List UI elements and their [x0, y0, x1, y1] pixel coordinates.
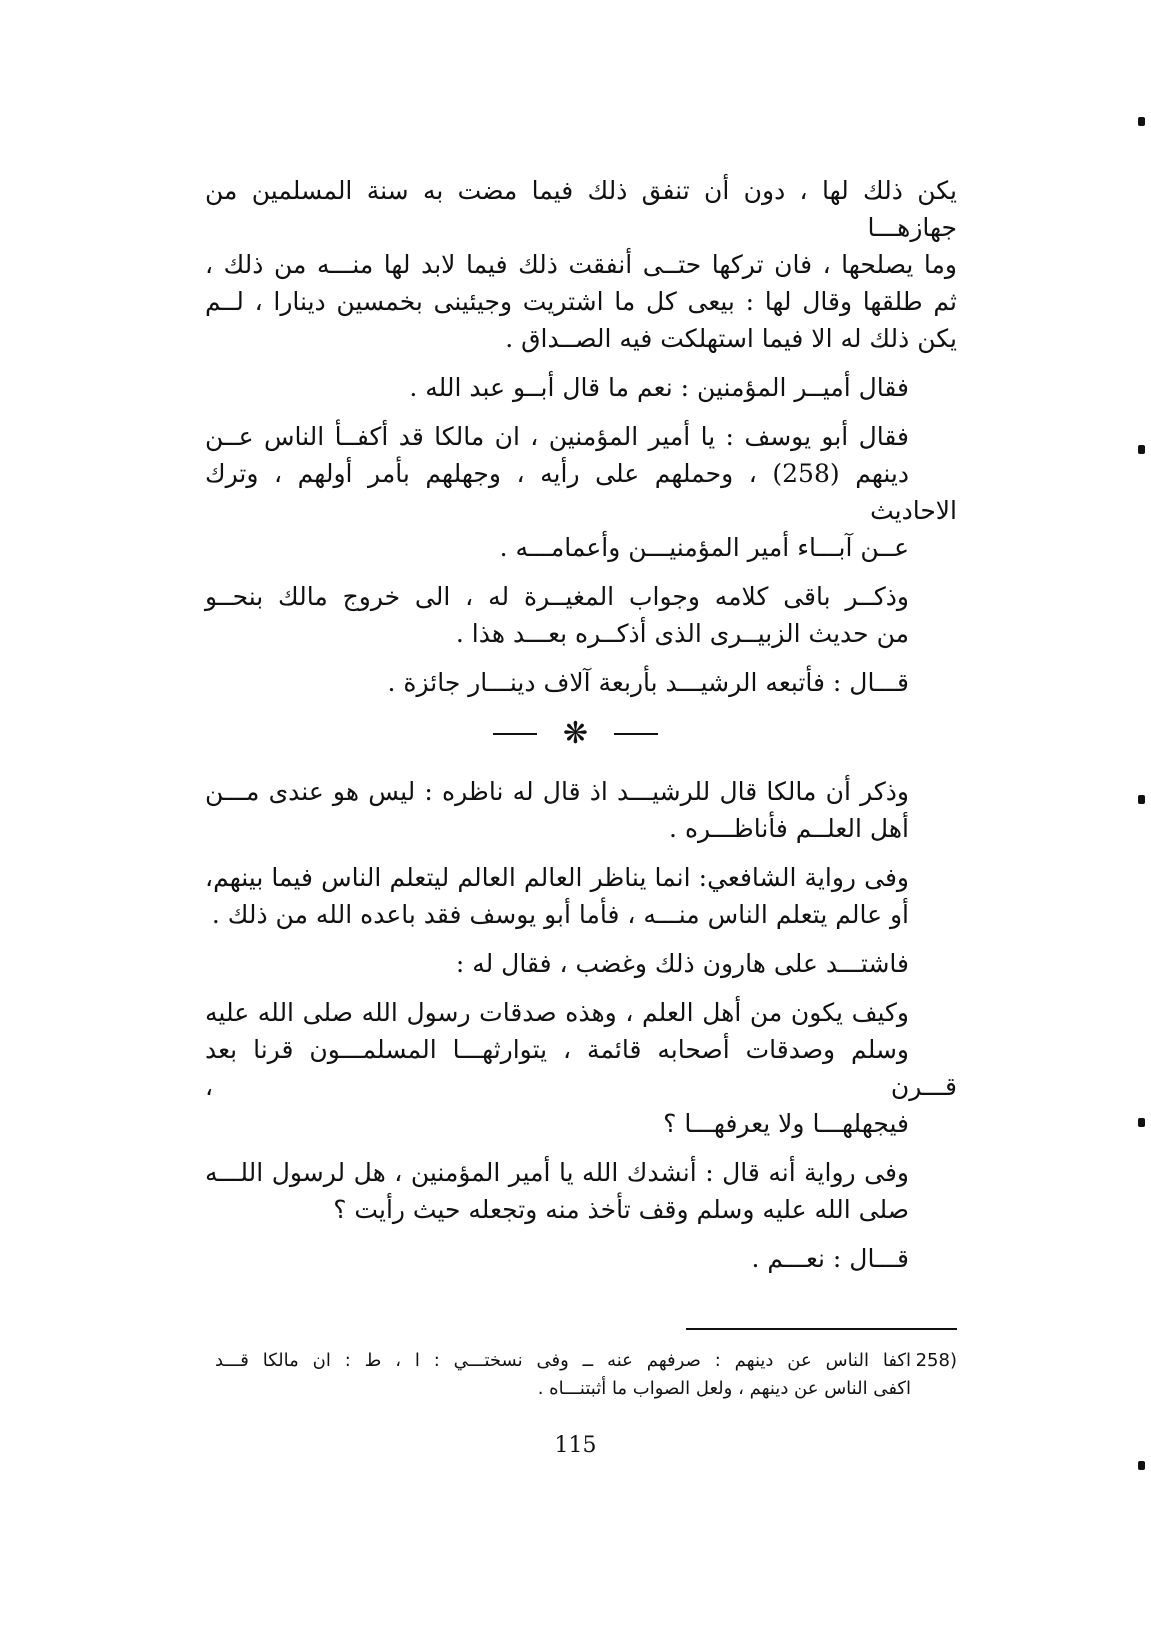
paragraph — [205, 773, 957, 847]
text-line: قـــال : نعـــم . — [751, 1244, 909, 1273]
text-line: من حديث الزبيــرى الذى أذكــره بعـــد هذا . — [455, 619, 909, 648]
text-line: عــن آبـــاء أمير المؤمنيـــن وأعمامـــه . — [499, 533, 909, 562]
scan-edge-mark — [1138, 795, 1145, 804]
footnote-number: (258 — [915, 1350, 957, 1371]
scan-edge-mark — [1138, 117, 1145, 126]
paragraph — [205, 172, 957, 357]
main-text-section-1 — [205, 172, 957, 701]
section-separator — [0, 716, 1151, 751]
separator-star-icon: ❋ — [562, 716, 589, 751]
paragraph — [205, 418, 957, 566]
page-number: 115 — [554, 1433, 597, 1458]
text-line: أهل العلــم فأناظـــره . — [669, 814, 909, 843]
paragraph — [205, 369, 957, 406]
main-text-section-2 — [205, 773, 957, 1277]
text-line: يكن ذلك له الا فيما استهلكت فيه الصــداق . — [505, 324, 957, 353]
text-line: وما يصلحها ، فان تركها حتــى أنفقت ذلك فيما لابد لها منـــه من ذلك ، — [205, 250, 957, 279]
footnote-text — [215, 1347, 911, 1403]
paragraph — [205, 1240, 957, 1277]
scan-edge-mark — [1138, 1461, 1145, 1470]
scan-edge-mark — [1138, 445, 1145, 454]
text-line: وذكر أن مالكا قال للرشيـــد اذ قال له ناظره : ليس هو عندى مـــن — [205, 777, 909, 806]
scan-edge-mark — [1138, 1118, 1145, 1127]
text-line: وفى رواية أنه قال : أنشدك الله يا أمير المؤمنين ، هل لرسول اللـــه — [205, 1158, 909, 1187]
footnote-line: اكفى الناس عن دينهم ، ولعل الصواب ما أثبتنـــاه . — [537, 1378, 911, 1399]
text-line: وكيف يكون من أهل العلم ، وهذه صدقات رسول الله صلى الله عليه — [205, 998, 909, 1027]
text-line: فقال أبو يوسف : يا أمير المؤمنين ، ان مالكا قد أكفــأ الناس عــن — [205, 422, 909, 451]
text-line: فيجهلهـــا ولا يعرفهـــا ؟ — [663, 1109, 909, 1138]
text-line: يكن ذلك لها ، دون أن تنفق ذلك فيما مضت به سنة المسلمين من جهازهـــا — [205, 176, 957, 242]
paragraph — [205, 994, 957, 1142]
text-line: صلى الله عليه وسلم وقف تأخذ منه وتجعله حيث رأيت ؟ — [333, 1195, 909, 1224]
paragraph — [205, 859, 957, 933]
paragraph — [205, 945, 957, 982]
text-line: وذكــر باقى كلامه وجواب المغيــرة له ، الى خروج مالك بنحــو — [205, 582, 909, 611]
separator-dash-left — [493, 733, 537, 735]
text-line: وفى رواية الشافعي: انما يناظر العالم العالم ليتعلم الناس فيما بينهم، — [205, 863, 909, 892]
footnote-line: اكفا الناس عن دينهم : صرفهم عنه ــ وفى نسختـــي : ا ، ط : ان مالكا قـــد — [215, 1350, 911, 1371]
text-line: قـــال : فأتبعه الرشيـــد بأربعة آلاف دينـــار جائزة . — [387, 668, 909, 697]
paragraph — [205, 664, 957, 701]
footnote — [215, 1347, 957, 1403]
separator-dash-right — [614, 733, 658, 735]
text-line: ثم طلقها وقال لها : بيعى كل ما اشتريت وجيئينى بخمسين دينارا ، لــم — [205, 287, 957, 316]
footnote-rule — [686, 1328, 957, 1330]
paragraph — [205, 578, 957, 652]
text-line: دينهم (258) ، وحملهم على رأيه ، وجهلهم بأمر أولهم ، وترك الاحاديث — [205, 459, 957, 525]
text-line: وسلم وصدقات أصحابه قائمة ، يتوارثهـــا المسلمـــون قرنا بعد قـــرن ، — [205, 1035, 957, 1101]
text-line: أو عالم يتعلم الناس منـــه ، فأما أبو يوسف فقد باعده الله من ذلك . — [211, 900, 909, 929]
paragraph — [205, 1154, 957, 1228]
text-line: فاشتـــد على هارون ذلك وغضب ، فقال له : — [455, 949, 909, 978]
text-line: فقال أميــر المؤمنين : نعم ما قال أبــو عبد الله . — [409, 373, 909, 402]
